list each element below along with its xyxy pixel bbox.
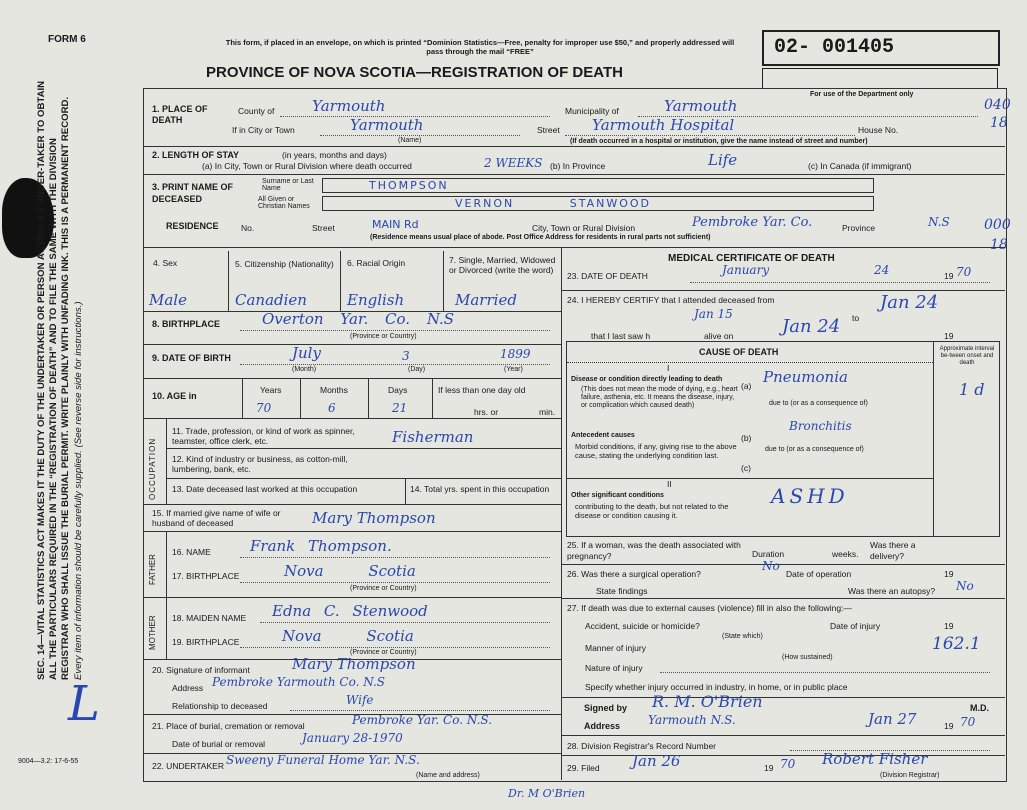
spouse-label: 15. If married give name of wife or husband of deceased: [152, 508, 281, 528]
name-label: 3. PRINT NAME OF DECEASED: [152, 182, 234, 204]
father-name: Frank Thompson.: [250, 537, 392, 555]
duration-label: Duration: [752, 549, 785, 559]
res-street-label: Street: [312, 223, 335, 233]
mother-maiden: Edna C. Stenwood: [272, 602, 428, 620]
mother-bp: Nova Scotia: [282, 627, 414, 645]
dob-year: 1899: [500, 347, 531, 361]
bottom-signature: Dr. M O'Brien: [508, 787, 586, 800]
age-days-label: Days: [388, 385, 408, 395]
last-worked-label: 13. Date deceased last worked at this occupation: [172, 484, 358, 494]
father-bp-note: (Province or Country): [350, 585, 417, 592]
op-date-label: Date of operation: [786, 569, 852, 579]
dept-code-c: 000: [984, 217, 1011, 233]
state-which: (State which): [722, 633, 763, 640]
res-note: (Residence means usual place of abode. Post Office Address for residents in rural parts not sufficient): [370, 234, 711, 241]
seen-alive-label: alive on: [704, 331, 734, 341]
age-min: min.: [539, 407, 556, 417]
weeks-label: weeks.: [832, 549, 859, 559]
age-months: 6: [328, 401, 336, 415]
stay-b-label: (b) In Province: [550, 161, 606, 171]
filed-year: 70: [780, 757, 796, 771]
father-bp: Nova Scotia: [284, 562, 416, 580]
total-years-label: 14. Total yrs. spent in this occupation: [410, 484, 550, 494]
nature-label: Nature of injury: [585, 663, 643, 673]
other-note: contributing to the death, but not related to the disease or condition causing it.: [575, 502, 729, 520]
age-hrs: hrs. or: [474, 407, 499, 417]
surname-value: THOMPSON: [369, 179, 449, 192]
injury-year-prefix: 19: [944, 621, 954, 631]
dob-year-note: (Year): [504, 366, 523, 373]
antecedent-label: Antecedent causes: [571, 432, 635, 439]
registrar-label: (Division Registrar): [880, 772, 940, 779]
cit-value: Canadien: [235, 291, 307, 309]
sex-label: 4. Sex: [153, 258, 178, 268]
county-label: County of: [238, 106, 275, 116]
dob-day-note: (Day): [408, 366, 426, 373]
undertaker-note: (Name and address): [416, 772, 480, 779]
dob-month-note: (Month): [292, 366, 317, 373]
autopsy-label: Was there an autopsy?: [848, 586, 936, 596]
age-less-label: If less than one day old: [438, 385, 526, 395]
informant-sig: Mary Thompson: [292, 655, 416, 673]
medical-title: MEDICAL CERTIFICATE OF DEATH: [668, 253, 835, 264]
side-main-text: SEC. 14—VITAL STATISTICS ACT MAKES IT THE DUTY OF THE UNDERTAKER OR PERSON ACTING AS UNDER-TAKER TO OBTAIN ALL THE PARTICULARS REQUIRED IN THE “REGISTRATION OF DEATH” AND TO FILE THE SAME WITH THE DIVISION REGISTRAR WHO SHALL ISSUE THE BURIAL PERMIT. WRITE PLAINLY WITH UNFADING INK. THIS IS A PERMANENT RECORD.: [36, 80, 72, 680]
burial-date-label: Date of burial or removal: [172, 739, 266, 749]
certify-to: Jan 24: [880, 292, 939, 313]
race-label: 6. Racial Origin: [347, 258, 406, 268]
stay-c-label: (c) In Canada (if immigrant): [808, 161, 912, 171]
dept-code-b: 18: [990, 115, 1008, 131]
stay-b-value: Life: [708, 151, 738, 169]
age-days: 21: [392, 401, 408, 415]
cit-label: 5. Citizenship (Nationality): [235, 259, 334, 269]
dept-box: [762, 68, 998, 89]
address-value: Yarmouth N.S.: [648, 713, 736, 727]
res-city-value: Pembroke Yar. Co.: [692, 215, 813, 230]
due-to-2: due to (or as a consequence of): [765, 446, 864, 453]
delivery-label: Was there a delivery?: [870, 540, 916, 561]
mother-bp-label: 19. BIRTHPLACE: [172, 637, 240, 647]
address-year: 70: [960, 715, 976, 729]
certify-from: Jan 15: [694, 307, 733, 321]
dob-label: 9. DATE OF BIRTH: [152, 353, 231, 363]
house-label: House No.: [858, 125, 899, 135]
how-sustained: (How sustained): [782, 654, 833, 661]
manner-label: Manner of injury: [585, 643, 646, 653]
address-label: Address: [584, 721, 621, 731]
form-title: PROVINCE OF NOVA SCOTIA—REGISTRATION OF DEATH: [206, 64, 623, 81]
age-label: 10. AGE in: [152, 391, 197, 401]
injury-date-label: Date of injury: [830, 621, 881, 631]
burial-place-label: 21. Place of burial, cremation or removal: [152, 721, 305, 731]
certify-label: 24. I HEREBY CERTIFY that I attended deceased from: [567, 295, 775, 305]
interval-label: Approximate interval be-tween onset and death: [939, 346, 995, 366]
certify-to-label: to: [852, 313, 860, 323]
race-value: English: [347, 291, 405, 309]
age-years: 70: [256, 401, 272, 415]
residence-label: RESIDENCE: [166, 221, 219, 231]
q26-label: 26. Was there a surgical operation?: [567, 569, 701, 579]
seen-label: that I last saw h: [591, 331, 651, 341]
cause-box: [566, 341, 1000, 537]
op-year-prefix: 19: [944, 569, 954, 579]
father-bp-label: 17. BIRTHPLACE: [172, 571, 240, 581]
address-date: Jan 27: [868, 710, 917, 728]
burial-place: Pembroke Yar. Co. N.S.: [352, 713, 493, 727]
dod-label: 23. DATE OF DEATH: [567, 271, 648, 281]
mother-bp-note: (Province or Country): [350, 649, 417, 656]
filed-date: Jan 26: [632, 752, 681, 770]
form-label: FORM 6: [48, 34, 86, 45]
accident-label: Accident, suicide or homicide?: [585, 621, 700, 631]
personal-table: [143, 251, 561, 311]
interval-a: 1 d: [959, 380, 985, 399]
cause-title: CAUSE OF DEATH: [699, 347, 779, 357]
side-note-text: Every item of information should be carefully supplied. (See reverse side for instructions.): [72, 301, 84, 680]
res-street-value: MAIN Rd: [372, 218, 419, 231]
res-no-label: No.: [241, 223, 255, 233]
mother-side: MOTHER: [148, 615, 157, 650]
q28-label: 28. Division Registrar's Record Number: [567, 741, 717, 751]
stay-a-value: 2 WEEKS: [484, 156, 543, 170]
informant-addr-label: Address: [172, 683, 204, 693]
specify-label: Specify whether injury occurred in industry, in home, or in public place: [585, 682, 848, 692]
dod-year: 70: [956, 265, 972, 279]
filed-year-prefix: 19: [764, 763, 774, 773]
signed-value: R. M. O'Brien: [652, 692, 763, 711]
dod-day: 24: [874, 263, 890, 277]
stay-a-label: (a) In City, Town or Rural Division where death occurred: [202, 161, 412, 171]
manner-code: 162.1: [932, 634, 981, 654]
dod-month: January: [722, 263, 770, 277]
occupation-side: OCCUPATION: [148, 437, 157, 500]
undertaker-value: Sweeny Funeral Home Yar. N.S.: [226, 753, 420, 767]
age-months-label: Months: [320, 385, 348, 395]
cause-a-letter: (a): [741, 381, 752, 391]
city-value: Yarmouth: [350, 116, 424, 134]
place-label: 1. PLACE OF DEATH: [152, 104, 208, 125]
given-value: VERNON STANWOOD: [455, 197, 651, 210]
informant-addr: Pembroke Yarmouth Co. N.S: [212, 675, 386, 689]
md-label: M.D.: [970, 703, 989, 713]
birthplace-label: 8. BIRTHPLACE: [152, 319, 221, 329]
street-label: Street: [537, 125, 560, 135]
due-to-1: due to (or as a consequence of): [769, 400, 868, 407]
seen-year-prefix: 19: [944, 331, 954, 341]
marital-value: Married: [455, 291, 517, 309]
res-prov-value: N.S: [928, 215, 950, 229]
stay-label: 2. LENGTH OF STAY: [152, 150, 240, 160]
part-one: I: [667, 363, 670, 373]
cause-c-letter: (c): [741, 463, 751, 473]
informant-sig-label: 20. Signature of informant: [152, 665, 250, 675]
informant-rel-label: Relationship to deceased: [172, 701, 268, 711]
footer-code: 9004—3.2: 17-6-55: [18, 758, 79, 765]
spouse-value: Mary Thompson: [312, 509, 436, 527]
sex-value: Male: [149, 291, 187, 309]
given-label: All Given or Christian Names: [258, 196, 310, 210]
part-two: II: [667, 479, 672, 489]
signed-label: Signed by: [584, 703, 628, 713]
dept-code-a: 040: [984, 97, 1011, 113]
city-name-note: (Name): [398, 137, 422, 144]
antecedent-note: Morbid conditions, if any, giving rise to the above cause, stating the underlying condition last.: [575, 442, 737, 460]
dept-code-d: 18: [990, 237, 1008, 253]
age-years-label: Years: [260, 385, 282, 395]
margin-initials: L: [68, 676, 100, 732]
q27-label: 27. If death was due to external causes (violence) fill in also the following:—: [567, 603, 852, 613]
informant-rel: Wife: [346, 693, 374, 707]
municipality-value: Yarmouth: [664, 97, 738, 115]
mail-notice: This form, if placed in an envelope, on which is printed “Dominion Statistics—Free, penalty for improper use $50,” and properly addressed will pass through the mail “FREE”: [225, 38, 735, 56]
father-name-label: 16. NAME: [172, 547, 211, 557]
autopsy-answer: No: [956, 579, 974, 593]
surname-label: Surname or Last Name: [262, 178, 314, 192]
side-instructions: [36, 80, 146, 680]
father-side: FATHER: [148, 554, 157, 585]
reg-number-box: [762, 30, 1000, 66]
trade-value: Fisherman: [392, 428, 474, 446]
dob-day: 3: [402, 349, 410, 363]
birthplace-value: Overton Yar. Co. N.S: [262, 310, 455, 328]
res-city-label: City, Town or Rural Division: [532, 223, 636, 233]
industry-label: 12. Kind of industry or business, as cotton-mill, lumbering, bank, etc.: [172, 454, 348, 474]
res-prov-label: Province: [842, 223, 876, 233]
street-value: Yarmouth Hospital: [592, 116, 735, 134]
burial-date: January 28-1970: [302, 731, 403, 745]
cause-b-letter: (b): [741, 433, 752, 443]
county-value: Yarmouth: [312, 97, 386, 115]
cause-a: Pneumonia: [763, 368, 848, 386]
dept-use-label: For use of the Department only: [810, 91, 914, 98]
surname-box: [322, 178, 874, 193]
cause-b: Bronchitis: [789, 419, 852, 433]
hospital-note: (If death occurred in a hospital or institution, give the name instead of street and number): [570, 138, 868, 145]
reg-number: 02- 001405: [774, 36, 895, 59]
stay-sub: (in years, months and days): [282, 150, 387, 160]
seen-date: Jan 24: [782, 316, 841, 337]
given-box: [322, 196, 874, 211]
registrar-signature: Robert Fisher: [822, 750, 928, 768]
address-year-prefix: 19: [944, 721, 954, 731]
other-value: ASHD: [771, 484, 849, 508]
municipality-label: Municipality of: [565, 106, 619, 116]
dob-month: July: [292, 344, 321, 362]
trade-label: 11. Trade, profession, or kind of work as spinner, teamster, office clerk, etc.: [172, 426, 355, 446]
other-label: Other significant conditions: [571, 492, 664, 499]
undertaker-label: 22. UNDERTAKER: [152, 761, 224, 771]
marital-label: 7. Single, Married, Widowed or Divorced (write the word): [449, 255, 556, 275]
q29-label: 29. Filed: [567, 763, 600, 773]
dod-year-prefix: 19: [944, 271, 954, 281]
findings-label: State findings: [596, 586, 648, 596]
q25-label: 25. If a woman, was the death associated with pregnancy?: [567, 540, 741, 561]
birthplace-note: (Province or Country): [350, 333, 417, 340]
disease-label: Disease or condition directly leading to death: [571, 376, 723, 383]
disease-note: (This does not mean the mode of dying, e.g., heart failure, asthenia, etc. It means the disease, injury, or complication which caused death): [581, 386, 738, 409]
city-label: If in City or Town: [232, 125, 295, 135]
q26-answer: No: [762, 559, 780, 573]
age-table: [242, 378, 561, 418]
mother-maiden-label: 18. MAIDEN NAME: [172, 613, 247, 623]
